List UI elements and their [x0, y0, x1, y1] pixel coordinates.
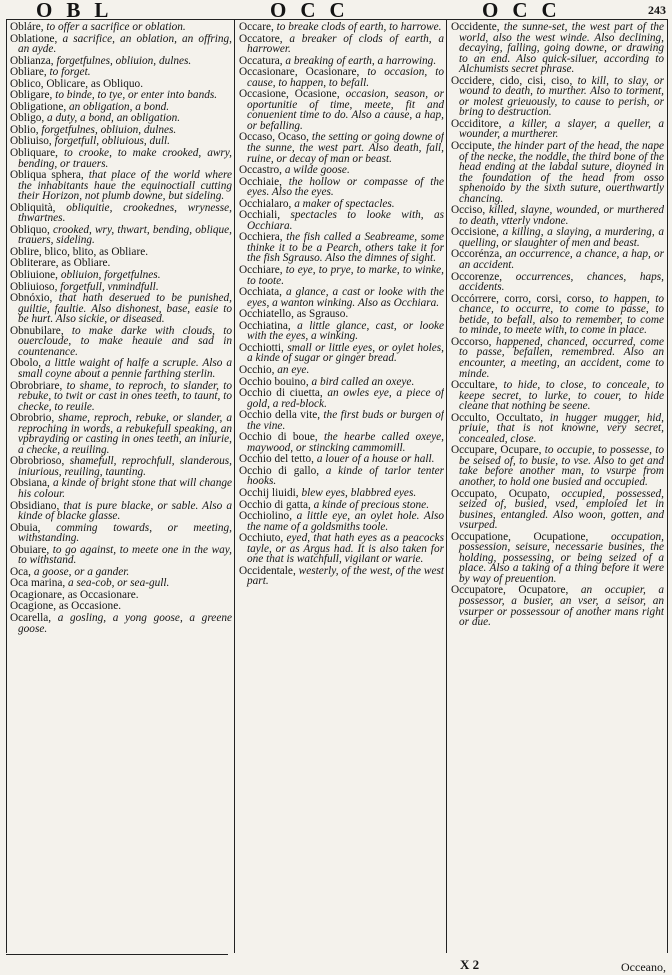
dictionary-entry — [239, 377, 444, 388]
definition: to offer a sacrifice or oblation. — [46, 22, 186, 33]
headword: Ocagione, as Occasione. — [10, 600, 122, 613]
headword: Occidentale, — [239, 564, 296, 577]
definition: a little eye, an oylet hole. Also the name of a goldsmiths toole. — [247, 510, 444, 533]
definition: an occurrence, a chance, a hap, or an accident. — [459, 248, 664, 272]
definition: to shame, to reproch, to slander, to rebuke, to twit or cast in ones teeth, to taunt, to checke, to reuile. — [18, 379, 232, 413]
column-2 — [239, 22, 444, 952]
definition: occurrences, chances, haps, accidents. — [459, 270, 664, 294]
definition: occasion, season, or oportunitie of time, meete, fit and conuenient time to do. Also a cause, a hap, or befalling. — [247, 88, 444, 132]
definition: a killing, a slaying, a murdering, a quelling, or slaughter of men and beast. — [459, 226, 664, 249]
headword: Obnóxio, — [10, 292, 53, 305]
headword: Occórrere, corro, corsi, corso, — [451, 292, 595, 305]
definition: to kill, to slay, or wound to death, to murther. Also to torment, or molest grieuously, to cause to perish, or bring to destruction. — [459, 74, 664, 119]
headword: Occiditore, — [451, 117, 502, 130]
dictionary-entry — [451, 272, 664, 293]
dictionary-entry — [239, 454, 444, 465]
headword: Obliuione, — [10, 269, 59, 282]
definition: to occasion, to cause, to happen, to befall. — [247, 66, 444, 89]
headword: Occhio del tetto, — [239, 453, 314, 466]
definition: to forget. — [49, 66, 91, 79]
headword: Occhij liuidi, — [239, 486, 299, 499]
dictionary-entry — [451, 380, 664, 412]
dictionary-entry — [239, 466, 444, 487]
definition: a sacrifice, an oblation, an offring, an ayde. — [18, 32, 232, 56]
headword: Ocarella, — [10, 611, 52, 624]
headword: Oca marina, — [10, 577, 66, 590]
headword: Oblico, Oblicare, as Obliquo. — [10, 77, 144, 90]
headword: Occipute, — [451, 140, 495, 153]
dictionary-entry — [239, 511, 444, 532]
definition: a wilde goose. — [284, 164, 350, 177]
dictionary-entry — [10, 478, 232, 499]
headword: Occorso, — [451, 335, 492, 348]
headword: Obliquo, — [10, 223, 50, 236]
headword: Occultare, — [451, 379, 498, 392]
definition: to hide, to close, to conceale, to keepe secret, to lurke, to couer, to hide cleane that nothing be seene. — [459, 379, 664, 413]
headword: Occhiolino, — [239, 510, 293, 523]
headword: Obliuioso, — [10, 280, 58, 293]
headword: Obliterare, as Obliare. — [10, 257, 111, 270]
dictionary-entry — [451, 227, 664, 248]
headword: Occupatione, Ocupatione, — [451, 530, 589, 543]
dictionary-entry — [10, 413, 232, 455]
column-1 — [10, 22, 232, 952]
definition: a kinde of precious stone. — [313, 498, 430, 511]
headword: Occhio di ciuetta, — [239, 387, 323, 400]
dictionary-entry — [10, 203, 232, 224]
headword: Obligatione, — [10, 100, 67, 113]
dictionary-entry — [239, 388, 444, 409]
dictionary-entry — [10, 523, 232, 544]
definition: killed, slayne, wounded, or murthered to death, vtterly vndone. — [459, 204, 664, 227]
dictionary-entry — [451, 489, 664, 531]
dictionary-entry — [451, 413, 664, 445]
definition: a gosling, a yong goose, a greene goose. — [18, 611, 232, 635]
definition: the first buds or burgen of the vine. — [247, 409, 444, 432]
dictionary-entry — [239, 343, 444, 364]
headword: Obláre, — [10, 22, 44, 33]
definition: small or little eyes, or oylet holes, a kinde of sugar or ginger bread. — [247, 341, 444, 365]
dictionary-entry — [10, 613, 232, 634]
headword: Occhio bouino, — [239, 375, 309, 388]
dictionary-entry — [10, 148, 232, 169]
dictionary-entry — [239, 89, 444, 131]
definition: occupied, possessed, seized of, busied, vsed, emploied let in busines, entangled. Also woon, gotten, and vsurped. — [459, 487, 664, 532]
dictionary-entry — [10, 293, 232, 325]
dictionary-entry — [239, 67, 444, 88]
definition: comming towards, or meeting, withstanding. — [18, 521, 232, 545]
dictionary-entry — [10, 90, 232, 101]
definition: a glance, a cast or looke with the eyes, a wanton winking. Also as Occhiara. — [247, 286, 444, 309]
dictionary-entry — [451, 22, 664, 75]
definition: that hath deserued to be punished, guiltie, faultie. Also dishonest, base, easie to be hurt. Also sickie, or diseased. — [18, 292, 232, 326]
headword: Obsidiano, — [10, 499, 60, 512]
dictionary-entry — [451, 337, 664, 379]
definition: the sunne-set, the west part of the world, also the west winde. Also declining, decaying, falling, going downe, or drawing to an end. Also quick-siluer, according to Alchumists secret phrase. — [459, 22, 664, 76]
headword: Obsiana, — [10, 477, 50, 490]
dictionary-entry — [10, 247, 232, 258]
definition: the fish called a Seabreame, some thinke it to be a Pearch, others take it for the fish Sgrauso. Also the dimnes of sight. — [247, 231, 444, 265]
definition: an occupier, a possessor, a busier, an vser, a seisor, an vsurper or possessour of another mans right or due. — [459, 584, 664, 629]
headword: Occhio della vite, — [239, 409, 321, 422]
dictionary-entry — [10, 501, 232, 522]
definition: a louer of a house or hall. — [316, 453, 435, 466]
definition: forgetfull, vnmindfull. — [60, 280, 159, 293]
running-head-middle: OCC — [270, 0, 359, 22]
dictionary-entry — [239, 165, 444, 176]
definition: an eye. — [277, 363, 310, 376]
definition: happened, chanced, occurred, come to passe, befallen, remembred. Also an encounter, a meeting, an accident, come to minde. — [459, 335, 664, 380]
dictionary-entry — [451, 585, 664, 627]
headword: Occhio di gatta, — [239, 498, 311, 511]
definition: a breaking of earth, a harrowing. — [285, 54, 437, 67]
definition: a sea-cob, or sea-gull. — [68, 577, 170, 590]
definition: an owles eye, a piece of gold, a red-block. — [247, 387, 444, 410]
dictionary-entry — [239, 566, 444, 587]
dictionary-entry — [239, 365, 444, 376]
dictionary-entry — [10, 136, 232, 147]
dictionary-entry — [451, 532, 664, 585]
headword: Occhiotti, — [239, 341, 284, 354]
headword: Obuiare, — [10, 543, 50, 556]
headword: Obolo, — [10, 357, 42, 370]
running-head-left: OBL — [36, 0, 123, 22]
dictionary-entry — [10, 113, 232, 124]
headword: Occhiatello, as Sgrauso. — [239, 308, 349, 321]
definition: to go against, to meete one in the way, to withstand. — [18, 543, 232, 567]
dictionary-entry — [10, 125, 232, 136]
definition: westerly, of the west, of the west part. — [247, 564, 444, 588]
column-3 — [451, 22, 664, 952]
headword: Obliquare, — [10, 147, 58, 160]
headword: Occiso, — [451, 204, 486, 217]
dictionary-entry — [451, 119, 664, 140]
definition: forgetfulnes, obliuion, dulnes. — [56, 54, 192, 67]
column-rule-1 — [234, 19, 235, 953]
headword: Occatura, — [239, 54, 283, 67]
headword: Occhio di boue, — [239, 431, 318, 444]
definition: the hearbe called oxeye, maywood, or stincking cammomill. — [247, 431, 444, 454]
dictionary-entry — [10, 225, 232, 246]
dictionary-entry — [239, 177, 444, 198]
dictionary-entry — [451, 445, 664, 487]
dictionary-entry — [239, 232, 444, 264]
headword: Occasione, Ocasione, — [239, 88, 340, 101]
definition: to breake clods of earth, to harrowe. — [276, 22, 442, 33]
definition: a maker of spectacles. — [294, 197, 395, 210]
definition: to crooke, to make crooked, awry, bending, or trauers. — [18, 147, 232, 170]
dictionary-entry — [10, 381, 232, 413]
headword: Occidere, cido, cisi, ciso, — [451, 74, 573, 87]
definition: occupation, possession, seisure, necessarie busines, the holding, possessing, or being seized of a place. Also a taking of a thing before it were by way of preuention. — [459, 530, 664, 585]
headword: Obliuiso, — [10, 135, 52, 148]
dictionary-entry — [239, 265, 444, 286]
definition: obliuion, forgetfulnes. — [60, 269, 161, 282]
headword: Occaso, Ocaso, — [239, 131, 309, 144]
headword: Occhiali, — [239, 209, 281, 222]
headword: Occhio, — [239, 363, 275, 376]
dictionary-entry — [10, 282, 232, 293]
definition: the setting or going downe of the sunne, the west part. Also death, fall, ruine, or decay of man or beast. — [247, 131, 444, 165]
headword: Obrobriare, — [10, 379, 63, 392]
running-head-right: OCC — [482, 0, 571, 22]
definition: the hinder part of the head, the nape of the necke, the noddle, the third bone of the head ending at the labdal suture, dioyned in the foundation of the head from osso sphenoido by the sixth suture, ouerthwartly chancing. — [459, 140, 664, 205]
headword: Occhiuto, — [239, 532, 284, 545]
dictionary-entry — [239, 34, 444, 55]
definition: shamefull, reprochfull, slanderous, iniurious, reuiling, taunting. — [18, 455, 232, 478]
headword: Occasionare, Ocasionare, — [239, 66, 360, 79]
definition: in hugger mugger, hid, priuie, that is not knowne, very secret, concealed, close. — [459, 411, 664, 445]
headword: Oblatione, — [10, 32, 58, 45]
definition: a breaker of clods of earth, a harrower. — [247, 32, 444, 56]
dictionary-entry — [10, 22, 232, 33]
headword: Obnubilare, — [10, 324, 64, 337]
dictionary-entry — [239, 533, 444, 565]
dictionary-entry — [239, 287, 444, 308]
definition: forgetfull, obliuious, dull. — [54, 135, 170, 148]
dictionary-entry — [10, 79, 232, 90]
headword: Occhiatina, — [239, 319, 291, 332]
definition: to binde, to tye, or enter into bands. — [55, 89, 218, 102]
headword: Occhiata, — [239, 286, 282, 299]
headword: Occastro, — [239, 164, 282, 177]
dictionary-entry — [10, 56, 232, 67]
dictionary-entry — [451, 141, 664, 204]
headword: Occisione, — [451, 226, 499, 239]
headword: Occhio di gallo, — [239, 464, 320, 477]
headword: Occorenze, — [451, 270, 503, 283]
signature-mark: X 2 — [460, 957, 480, 972]
dictionary-entry — [451, 76, 664, 118]
dictionary-entry — [10, 578, 232, 589]
column-rule-left — [6, 19, 7, 953]
definition: eyed, that hath eyes as a peacocks tayle, or as Argus had. It is also taken for one that is watchfull, vigilant or warie. — [247, 532, 444, 566]
headword: Oblianza, — [10, 54, 54, 67]
definition: forgetfulnes, obliuion, dulnes. — [41, 123, 177, 136]
definition: to make darke with clouds, to ouercloude, to make heauie and sad in countenance. — [18, 324, 232, 358]
dictionary-entry — [10, 590, 232, 601]
definition: an obligation, a bond. — [69, 100, 170, 113]
dictionary-entry — [10, 358, 232, 379]
column-rule-right — [667, 19, 668, 953]
dictionary-entry — [239, 321, 444, 342]
dictionary-entry — [239, 199, 444, 210]
headword: Oblire, blico, blito, as Obliare. — [10, 245, 149, 258]
headword: Obuia, — [10, 521, 41, 534]
definition: obliquitie, crookednes, wrynesse, thwartnes. — [18, 201, 232, 225]
headword: Obliqua sphera, — [10, 169, 84, 182]
definition: crooked, wry, thwart, bending, oblique, trauers, sideling. — [18, 223, 232, 247]
dictionary-entry — [239, 22, 444, 33]
headword: Oca, — [10, 565, 32, 578]
definition: shame, reproch, rebuke, or slander, a reproching in words, a rebukefull speaking, an vpbrayding or casting in ones teeth, an iniurie, a checke, a reuiling. — [18, 412, 232, 456]
dictionary-entry — [451, 294, 664, 336]
headword: Ocagionare, as Occasionare. — [10, 588, 139, 601]
dictionary-entry — [451, 205, 664, 226]
headword: Occare, — [239, 22, 274, 33]
dictionary-entry — [239, 500, 444, 511]
definition: a killer, a slayer, a queller, a wounder, a murtherer. — [459, 117, 664, 141]
definition: to happen, to chance, to occurre, to come to passe, to betide, to befall, also to remember, to come to minde, to meete with, to come in place. — [459, 292, 664, 337]
headword: Obliare, — [10, 66, 47, 79]
dictionary-entry — [239, 410, 444, 431]
catchword: Occeano, — [621, 960, 666, 974]
dictionary-entry — [239, 309, 444, 320]
header-rule — [6, 19, 668, 20]
dictionary-entry — [10, 270, 232, 281]
headword: Oblio, — [10, 123, 39, 136]
headword: Occupato, Ocupato, — [451, 487, 550, 500]
dictionary-entry — [10, 456, 232, 477]
dictionary-entry — [10, 34, 232, 55]
footer-rule — [6, 954, 228, 955]
definition: that is pure blacke, or sable. Also a kinde of blacke glasse. — [18, 499, 232, 523]
dictionary-entry — [239, 132, 444, 164]
definition: blew eyes, blabbred eyes. — [301, 486, 417, 499]
dictionary-entry — [239, 488, 444, 499]
headword: Occupatore, Ocupatore, — [451, 584, 569, 597]
headword: Obliquità, — [10, 201, 56, 214]
definition: a little glance, cast, or looke with the eyes, a winking. — [247, 319, 444, 343]
definition: a kinde of bright stone that will change his colour. — [18, 477, 232, 500]
definition: a duty, a bond, an obligation. — [47, 112, 181, 125]
headword: Obrobrioso, — [10, 455, 65, 468]
definition: spectacles to looke with, as Occhiara. — [247, 209, 444, 232]
definition: a bird called an oxeye. — [311, 375, 415, 388]
dictionary-entry — [239, 56, 444, 67]
dictionary-entry — [10, 326, 232, 358]
dictionary-entry — [10, 170, 232, 202]
page-number: 243 — [648, 3, 666, 17]
definition: a goose, or a gander. — [33, 565, 130, 578]
headword: Occhiera, — [239, 231, 283, 244]
headword: Occhialaro, — [239, 197, 292, 210]
headword: Occulto, Occultato, — [451, 411, 544, 424]
definition: the hollow or compasse of the eyes. Also the eyes. — [247, 175, 444, 199]
headword: Obrobrio, — [10, 412, 55, 425]
dictionary-entry — [239, 432, 444, 453]
dictionary-entry — [10, 67, 232, 78]
headword: Occhiaie, — [239, 175, 282, 188]
dictionary-entry — [10, 102, 232, 113]
column-rule-2 — [446, 19, 447, 953]
definition: that place of the world where the inhabitants haue the equinoctiall cutting their Horizon, not plumb downe, but sideling. — [18, 169, 232, 203]
definition: a little waight of halfe a scruple. Also a small coyne about a pennie farthing sterlin. — [18, 357, 232, 380]
dictionary-entry — [10, 545, 232, 566]
definition: to eye, to prye, to marke, to winke, to toote. — [247, 264, 444, 287]
definition: to occupie, to possesse, to be seised of, to busie, to vse. Also to get and take before another man, to vsurpe from another, to hold one busied and occupied. — [459, 444, 664, 488]
dictionary-entry — [10, 601, 232, 612]
dictionary-entry — [451, 249, 664, 270]
headword: Occidente, — [451, 22, 500, 33]
headword: Obligare, — [10, 89, 53, 102]
dictionary-entry — [239, 210, 444, 231]
headword: Occorénza, — [451, 248, 503, 261]
dictionary-entry — [10, 258, 232, 269]
dictionary-entry — [10, 567, 232, 578]
headword: Occhiare, — [239, 264, 283, 277]
headword: Occupare, Ocupare, — [451, 444, 542, 457]
headword: Obligo, — [10, 112, 45, 125]
headword: Occatore, — [239, 32, 283, 45]
definition: a kinde of tarlor tenter hooks. — [247, 464, 444, 488]
